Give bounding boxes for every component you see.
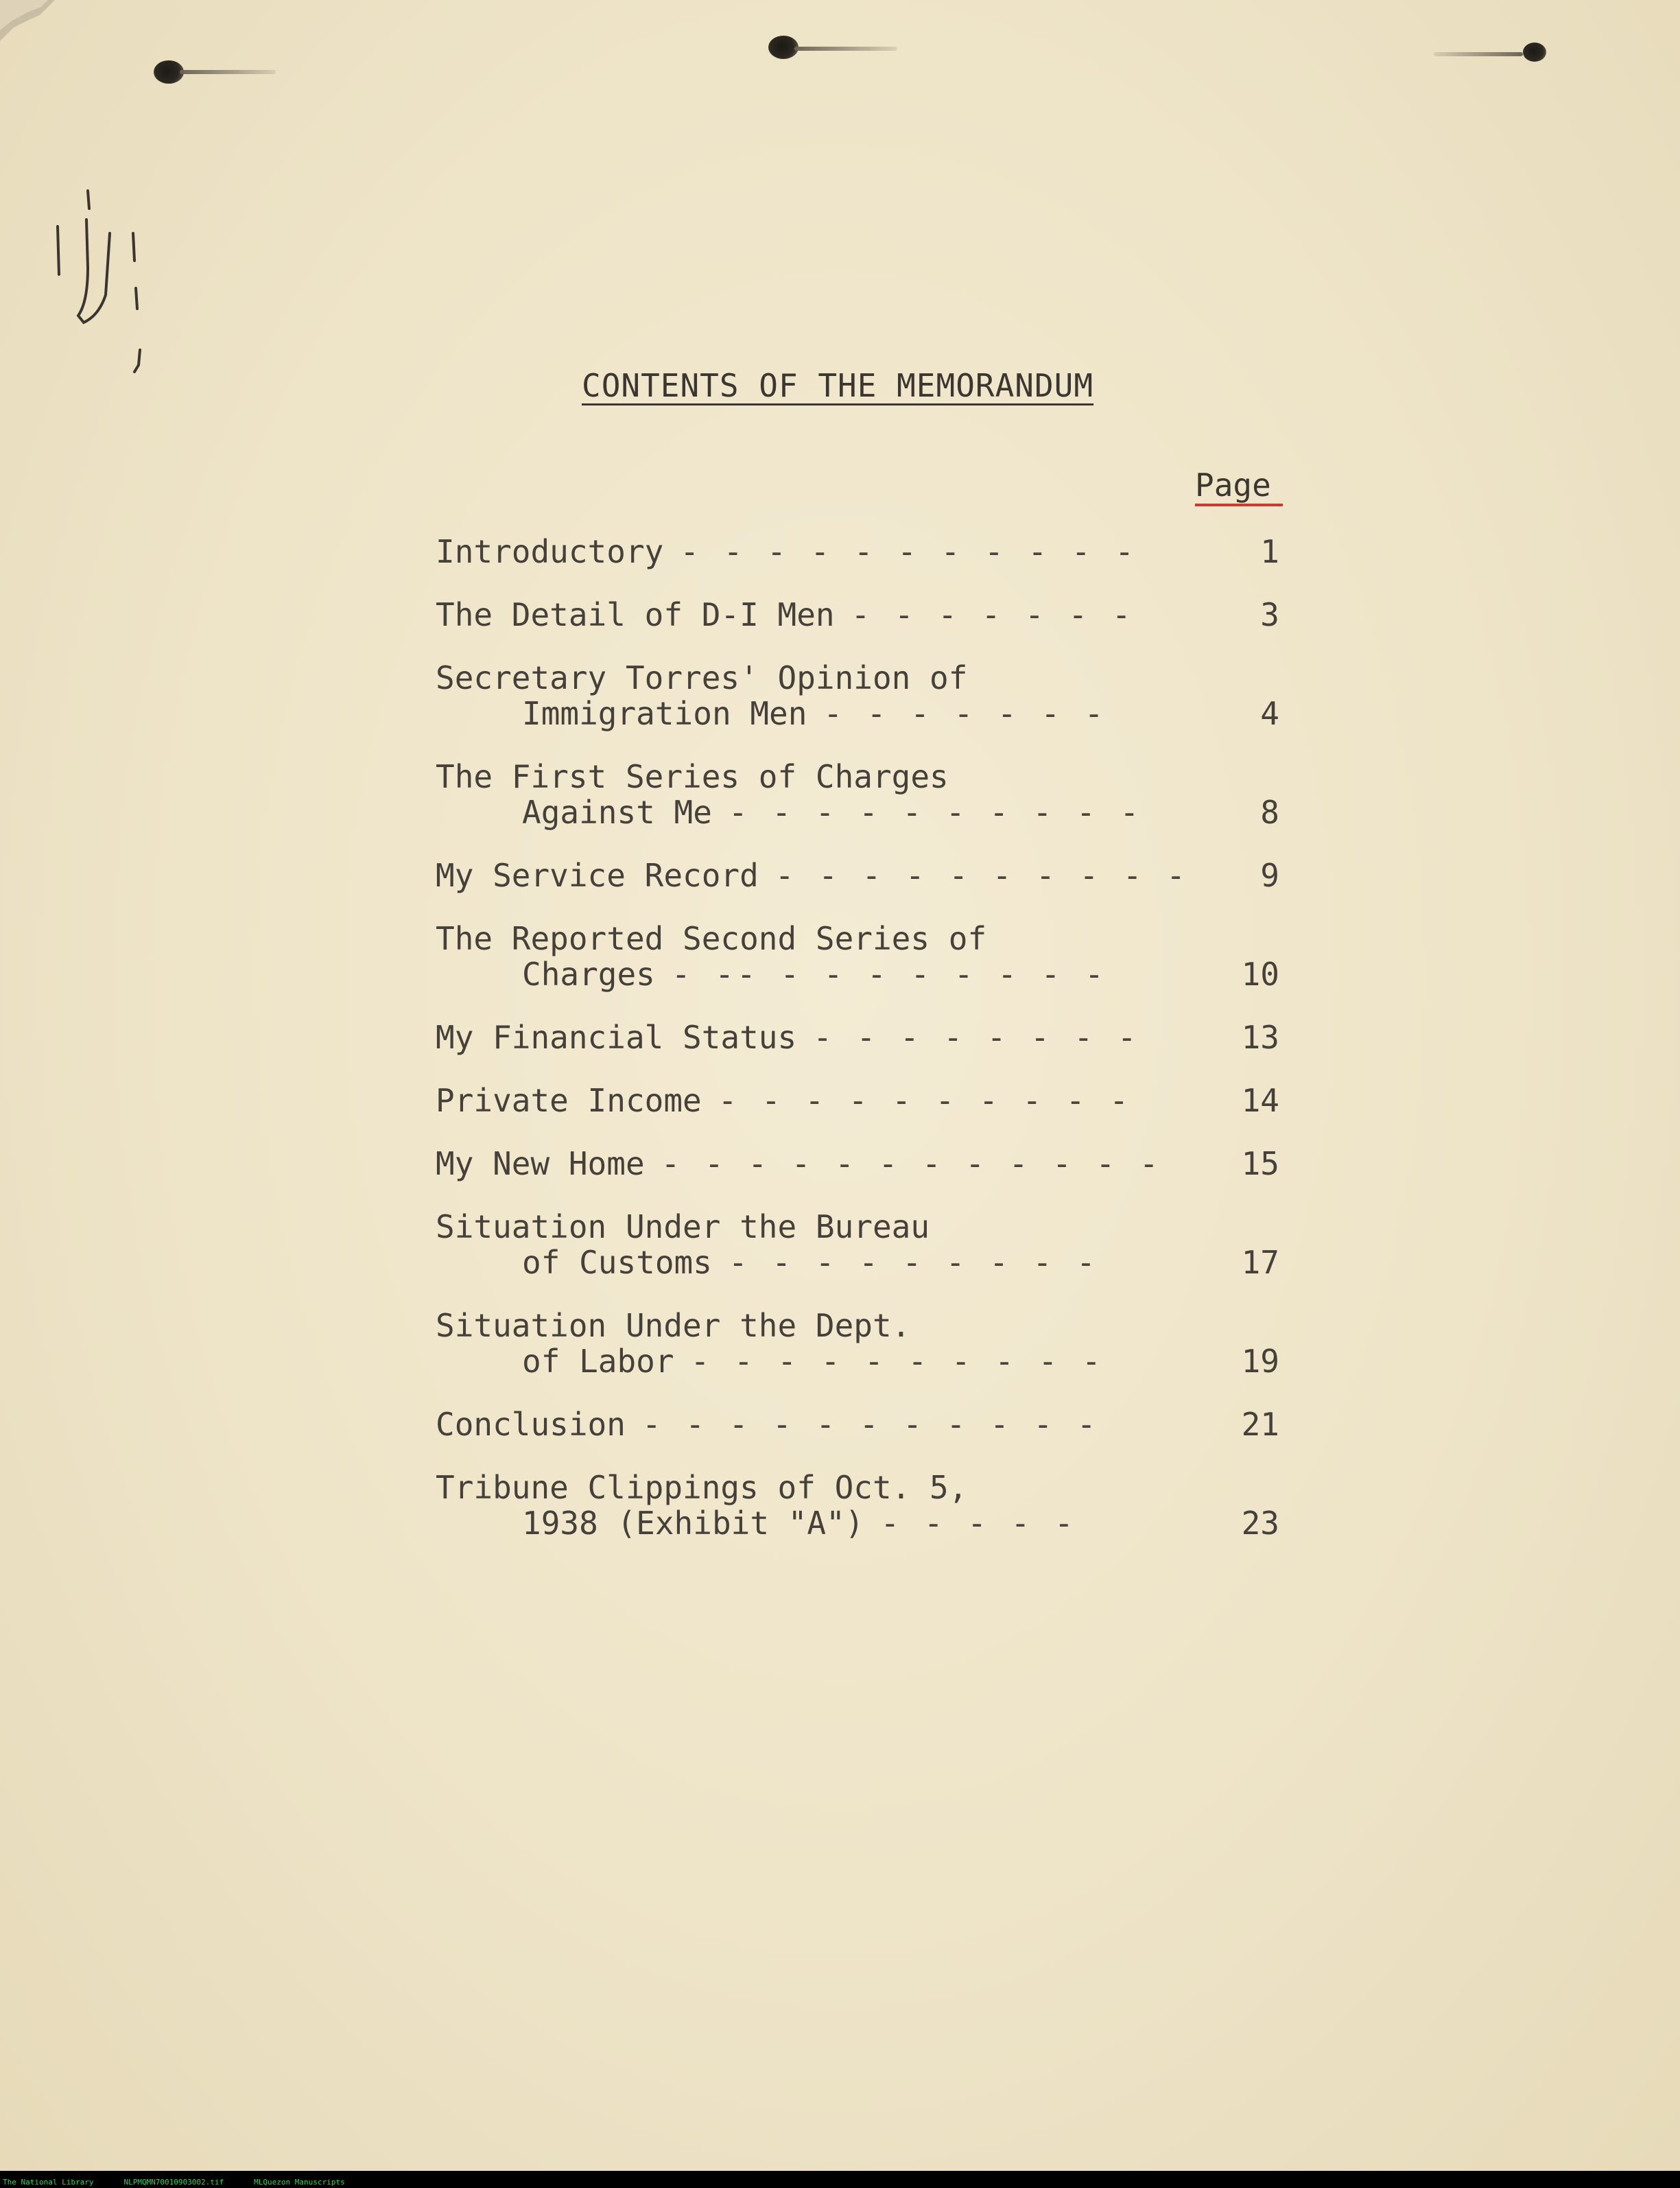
toc-page-number: 3 [1260,596,1279,633]
toc-entry-title: My Financial Status [436,1019,797,1056]
footer-file-name: NLPMQMN70010903002.tif [123,2178,224,2187]
toc-entry-title-continued: 1938 (Exhibit "A") [522,1505,864,1542]
toc-entry-title: Private Income [436,1082,702,1119]
toc-page-number: 19 [1241,1343,1279,1380]
toc-entry [436,1470,1279,1541]
dot-leader: - - - - - - - - - - [728,794,1142,831]
toc-entry-title: Situation Under the Dept. [436,1307,911,1344]
torn-corner [0,0,62,55]
punch-tear-left [180,70,276,74]
toc-entry [436,534,1279,569]
toc-page-number: 14 [1241,1082,1279,1119]
footer-library: The National Library [3,2178,94,2187]
toc-entry-title-continued: of Labor [522,1343,674,1380]
dot-leader: - - - - - - - [851,596,1134,633]
red-pencil-underline [1195,504,1283,506]
toc-page-number: 21 [1241,1406,1279,1443]
toc-entry-title: My New Home [436,1145,645,1182]
toc-entry-title: Introductory [436,533,664,570]
toc-page-number: 17 [1241,1244,1279,1281]
punch-hole-right [1523,43,1546,62]
toc-entry-title: The First Series of Charges [436,758,949,795]
toc-entry [436,1209,1279,1280]
dot-leader: - - - - - - - - - - - [680,533,1137,570]
toc-entry-title: Conclusion [436,1406,626,1443]
toc-entry-title: Tribune Clippings of Oct. 5, [436,1469,968,1506]
toc-page-number: 1 [1260,533,1279,570]
dot-leader: - - - - - - - [823,695,1107,732]
dot-leader: - - - - - - - - - - [690,1343,1104,1380]
toc-page-number: 10 [1241,956,1279,993]
toc-entry-title: Secretary Torres' Opinion of [436,659,968,696]
toc-entry-title: The Detail of D-I Men [436,596,835,633]
toc-entry-title-continued: Charges [522,956,655,993]
pencil-annotation [48,185,158,384]
dot-leader: - - - - - - - - - - [718,1082,1131,1119]
toc-entry [436,1407,1279,1442]
dot-leader: - - - - - - - - - - - [641,1406,1099,1443]
page-column-header: Page [1195,467,1271,504]
toc-page-number: 9 [1260,857,1279,894]
dot-leader: - - - - - - - - - [728,1244,1098,1281]
scan-footer [0,2176,1680,2188]
toc-entry [436,660,1279,731]
toc-entry [436,1308,1279,1379]
toc-entry [436,921,1279,992]
toc-entry-title-continued: of Customs [522,1244,712,1281]
toc-entry [436,1020,1279,1055]
dot-leader: - - - - - - - - - - - - [661,1145,1161,1182]
toc-page-number: 15 [1241,1145,1279,1182]
dot-leader: - - - - - [880,1505,1076,1542]
toc-entry [436,1146,1279,1181]
toc-page-number: 8 [1260,794,1279,831]
table-of-contents [436,534,1279,1568]
dot-leader: - - - - - - - - - - [774,857,1189,894]
toc-entry-title: My Service Record [436,857,759,894]
toc-entry [436,759,1279,830]
toc-page-number: 13 [1241,1019,1279,1056]
punch-tear-right [1434,52,1523,56]
dot-leader: - -- - - - - - - - - [671,956,1107,993]
dot-leader: - - - - - - - - [813,1019,1139,1056]
toc-entry [436,597,1279,633]
toc-entry [436,1083,1279,1118]
toc-entry-title: The Reported Second Series of [436,920,987,957]
toc-entry-title-continued: Against Me [522,794,712,831]
footer-collection: MLQuezon Manuscripts [254,2178,345,2187]
toc-entry-title-continued: Immigration Men [522,695,807,732]
toc-entry-title: Situation Under the Bureau [436,1208,930,1245]
toc-page-number: 4 [1260,695,1279,732]
toc-entry [436,858,1279,893]
punch-tear-center [794,47,897,51]
page-title: CONTENTS OF THE MEMORANDUM [582,367,1094,404]
toc-page-number: 23 [1241,1505,1279,1542]
